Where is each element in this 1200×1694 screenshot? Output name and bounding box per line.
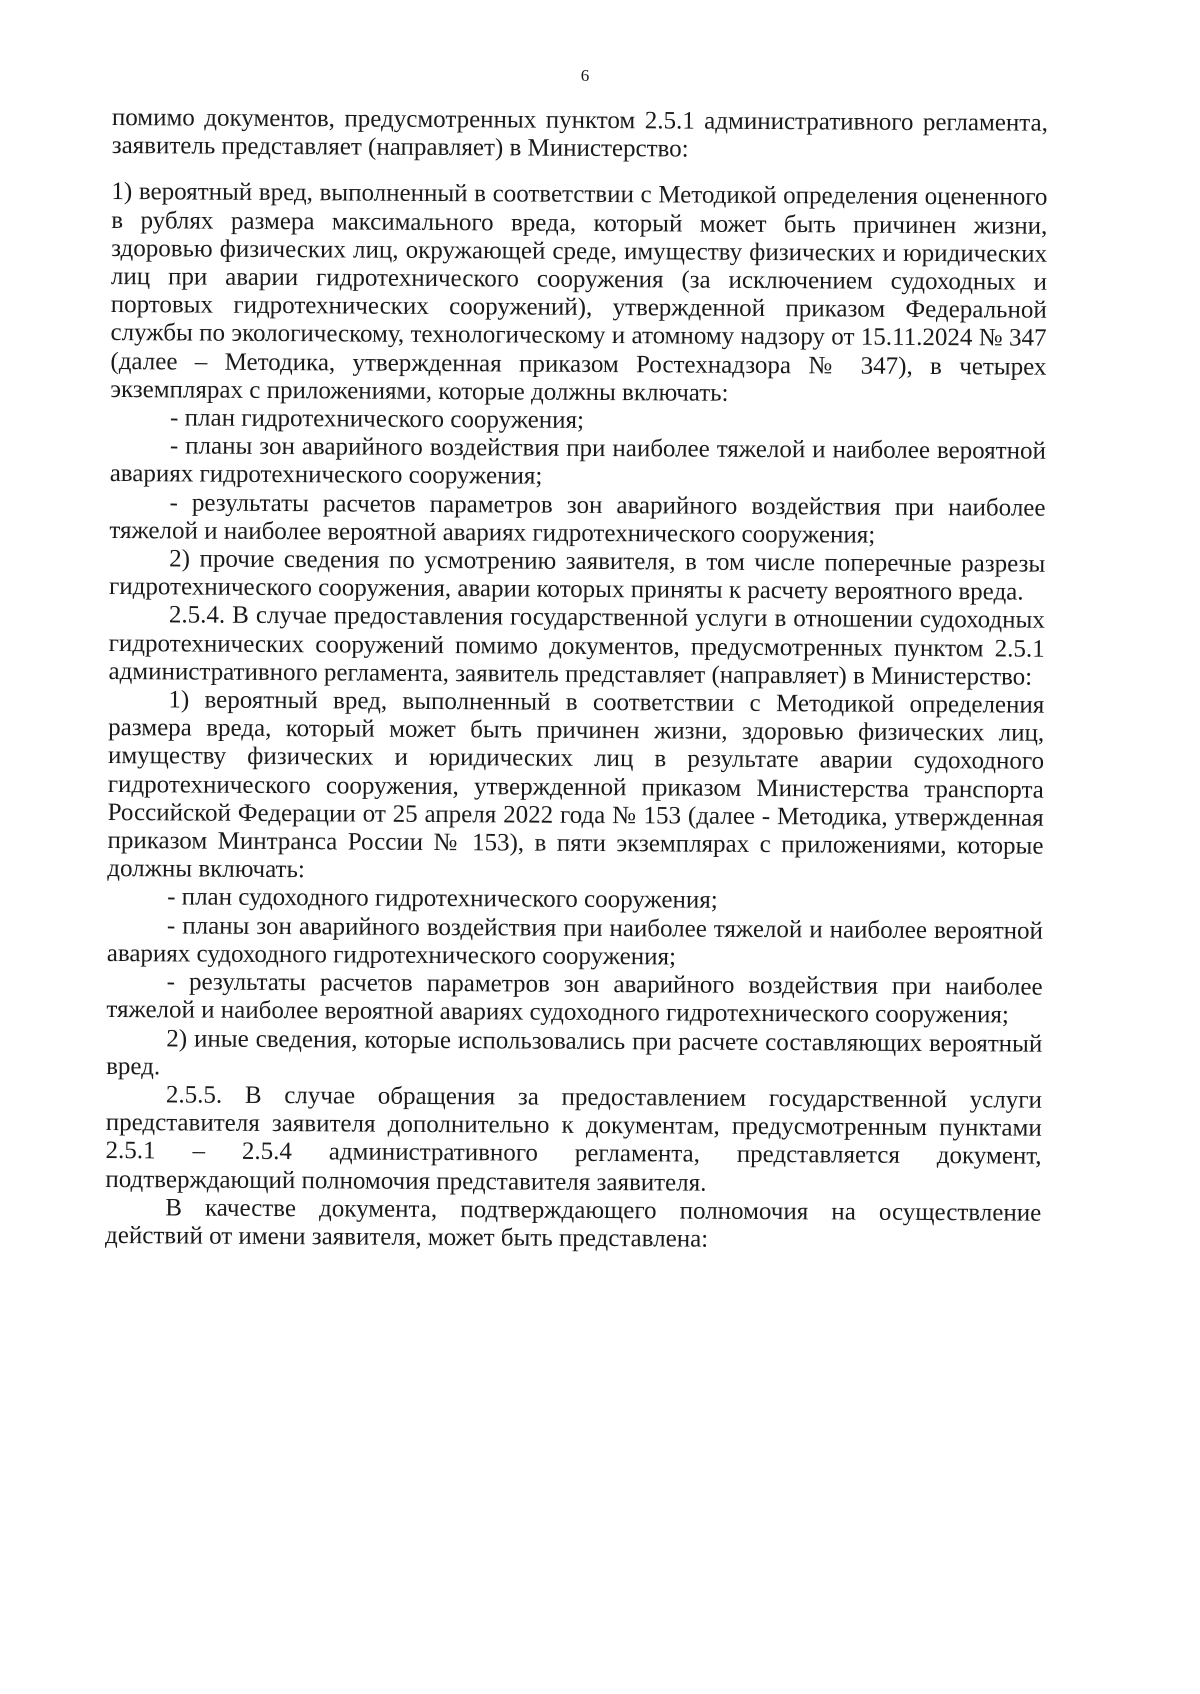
page-number: 6 — [580, 66, 590, 85]
paragraph-item-2-calculation-info: 2) иные сведения, которые использовались при расчете составляющих вероятный вред. — [106, 1024, 1043, 1081]
list-item-zone-calculations: - результаты расчетов параметров зон аварийного воздействия при наиболее тяжелой и наиболее вероятной авариях гидротехнического сооружения; — [109, 488, 1046, 549]
paragraph-item-1-navigable-harm: 1) вероятный вред, выполненный в соответствии с Методикой определения размера вреда, который может быть причинен жизни, здоровью физических лиц, имуществу физических и юридических лиц в результате аварии судоходного гидротехнического сооружения, утвержденной приказом Министерства транспорта Российской Федерации от 25 апреля 2022 года № 153 (далее - Методика, утвержденная приказом Минтранса России № 153), в пяти экземплярах с приложениями, которые должны включать: — [107, 686, 1045, 884]
paragraph-2-5-5: 2.5.5. В случае обращения за предоставлением государственной услуги представителя заявителя дополнительно к документам, предусмотренным пунктами 2.5.1 – 2.5.4 административного регламента, представляется документ, подтверждающий полномочия представителя заявителя. — [105, 1081, 1043, 1197]
list-item-structure-plan: - план гидротехнического сооружения; — [170, 404, 585, 434]
list-item-navigable-zone-plans: - планы зон аварийного воздействия при наиболее тяжелой и наиболее вероятной авариях судоходного гидротехнического сооружения; — [106, 912, 1044, 971]
document-body — [105, 104, 1048, 1256]
paragraph-continuation: помимо документов, предусмотренных пунктом 2.5.1 административного регламента, заявитель представляет (направляет) в Министерство: — [111, 104, 1048, 163]
paragraph-authority-document: В качестве документа, подтверждающего полномочия на осуществление действий от имени заявителя, может быть представлена: — [105, 1194, 1042, 1253]
paragraph-item-2-other-info: 2) прочие сведения по усмотрению заявителя, в том числе поперечные разрезы гидротехнического сооружения, аварии которых приняты к расчету вероятного вреда. — [108, 545, 1046, 606]
list-item-emergency-zone-plans: - планы зон аварийного воздействия при наиболее тяжелой и наиболее вероятной авариях гидротехнического сооружения; — [109, 432, 1046, 491]
paragraph-item-1-probable-harm: 1) вероятный вред, выполненный в соответствии с Методикой определения оцененного в рублях размера максимального вреда, который может быть причинен жизни, здоровью физических лиц, окружающей среде, имуществу физических и юридических лиц при аварии гидротехнического сооружения (за исключением судоходных и портовых гидротехнических сооружений), утвержденной приказом Федеральной службы по экологическому, технологическому и атомному надзору от 15.11.2024 № 347 (далее – Методика, утвержденная приказом Ростехнадзора № 347), в четырех экземплярах с приложениями, которые должны включать: — [110, 178, 1048, 407]
list-item-navigable-zone-calculations: - результаты расчетов параметров зон аварийного воздействия при наиболее тяжелой и наиболее вероятной авариях судоходного гидротехнического сооружения; — [106, 968, 1043, 1029]
list-item-navigable-structure-plan: - план судоходного гидротехнического сооружения; — [167, 883, 718, 915]
paragraph-2-5-4: 2.5.4. В случае предоставления государственной услуги в отношении судоходных гидротехнических сооружений помимо документов, предусмотренных пунктом 2.5.1 административного регламента, заявитель представляет (направляет) в Министерство: — [108, 601, 1045, 691]
